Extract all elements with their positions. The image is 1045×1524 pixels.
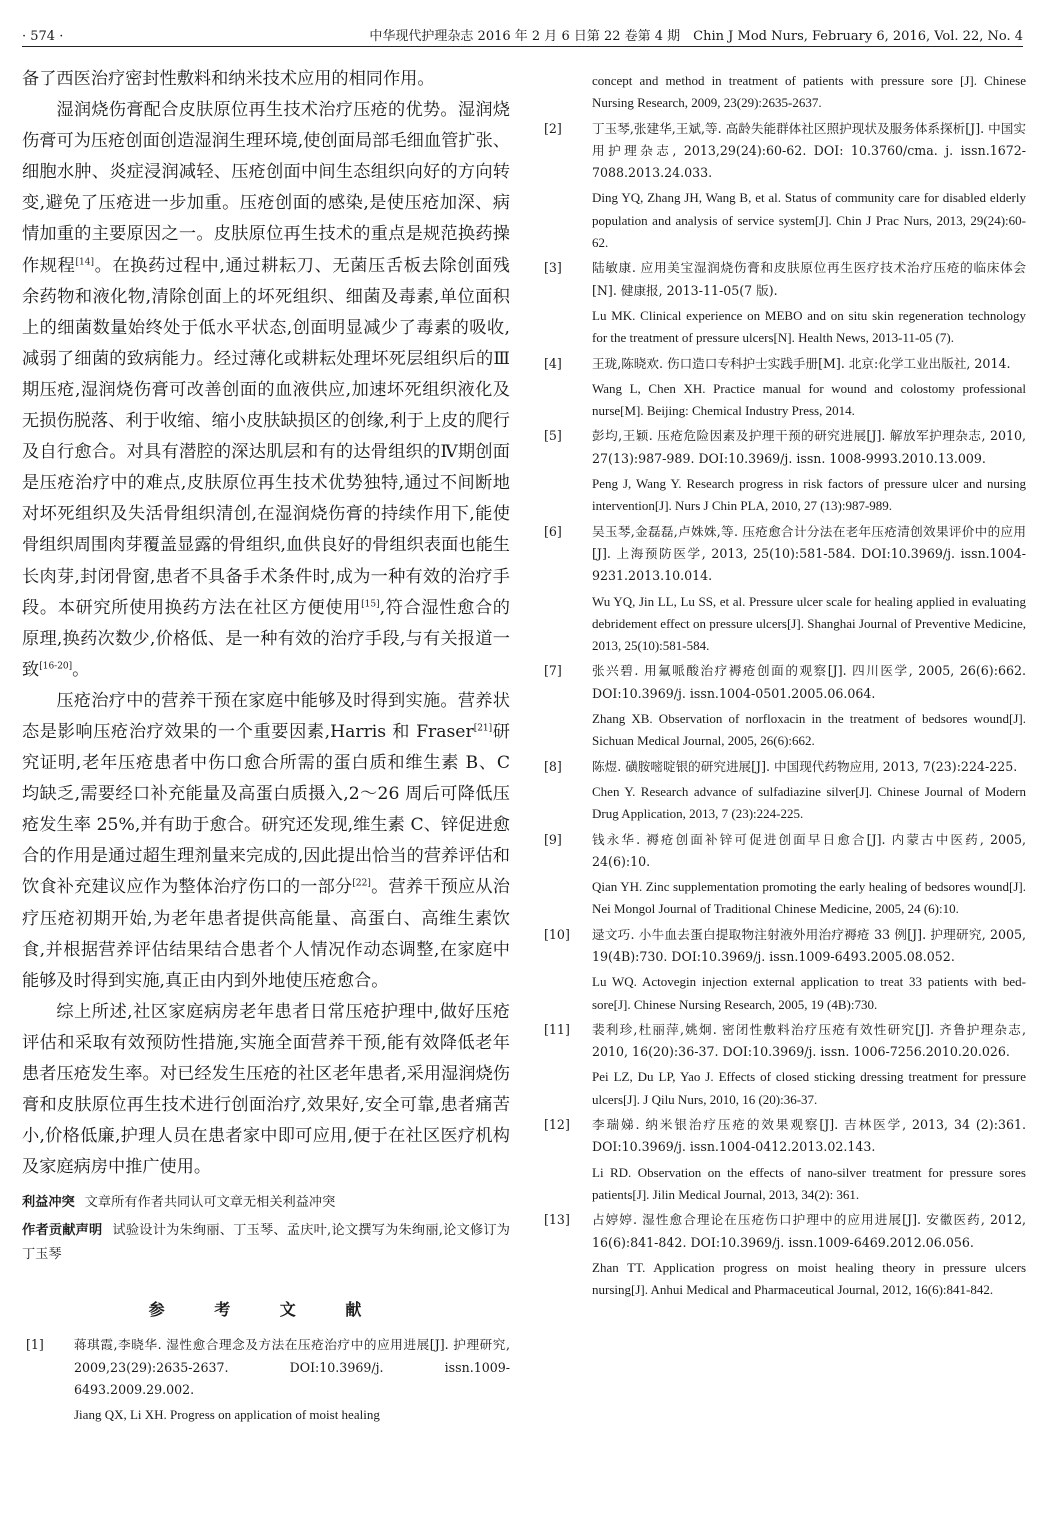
conflict-label: 利益冲突: [22, 1195, 75, 1211]
reference-item: [540, 257, 1026, 349]
body-text: [22, 64, 510, 1183]
reference-en: Peng J, Wang Y. Research progress in risk factors of pressure ulcer and nursing intervention[J]. Nurs J Chin PLA, 2010, 27 (13):987-989.: [592, 476, 1026, 514]
reference-zh: 王珑,陈晓欢. 伤口造口专科护士实践手册[M]. 北京:化学工业出版社, 2014.: [592, 355, 1011, 371]
paragraph-text: 备了西医治疗密封性敷料和纳米技术应用的相同作用。: [22, 69, 435, 89]
reference-item: [540, 660, 1026, 752]
paragraph-text: 研究证明,老年压疮患者中伤口愈合所需的蛋白质和维生素 B、C 均缺乏,需要经口补充能量及高蛋白质摄入,2～26 周后可降低压疮发生率 25%,并有助于愈合。研究还发现,维生素 C、锌促进愈合的作用是通过超生理剂量来完成的,因此提出恰当的营养评估和饮食补充建议应作为整体治疗伤口的一部分: [22, 721, 510, 898]
conflict-text: 文章所有作者共同认可文章无相关利益冲突: [84, 1195, 336, 1211]
reference-en: Ding YQ, Zhang JH, Wang B, et al. Status of community care for disabled elderly population and analysis of service system[J]. Chin J Prac Nurs, 2013, 29(24):60-62.: [592, 190, 1026, 251]
conflict-statement: [22, 1191, 510, 1215]
reference-en: Wang L, Chen XH. Practice manual for wound and colostomy professional nurse[M]. Beijing: Chemical Industry Press, 2014.: [592, 380, 1026, 419]
reference-en: Pei LZ, Du LP, Yao J. Effects of closed sticking dressing treatment for pressure ulcers[J]. J Qilu Nurs, 2010, 16 (20):36-37.: [592, 1069, 1026, 1107]
reference-en: Chen Y. Research advance of sulfadiazine silver[J]. Chinese Journal of Modern Drug Application, 2013, 7 (23):224-225.: [592, 783, 1026, 822]
paragraph-text: ,符合湿性愈合的原理,换药次数少,价格低、是一种有效的治疗手段,与有关报道一致: [22, 597, 510, 680]
reference-zh: 丁玉琴,张建华,王斌,等. 高龄失能群体社区照护现状及服务体系探析[J]. 中国实用护理杂志, 2013,29(24):60-62. DOI: 10.3760/cma. j. issn.1672-7088.2013.24.033.: [592, 120, 1026, 181]
reference-zh: 吴玉琴,金磊磊,卢姝姝,等. 压疮愈合计分法在老年压疮清创效果评价中的应用[J]. 上海预防医学, 2013, 25(10):581-584. DOI:10.3969/j. issn.1004-9231.2013.10.014.: [592, 523, 1026, 584]
reference-number: [4]: [544, 355, 562, 371]
citation-marker: [22]: [352, 878, 371, 889]
right-column: [540, 70, 1026, 1304]
reference-en: Zhang XB. Observation of norfloxacin in the treatment of bedsores wound[J]. Sichuan Medical Journal, 2005, 26(6):662.: [592, 711, 1026, 749]
citation-marker: [15]: [361, 598, 380, 609]
running-header: [22, 18, 1023, 44]
body-paragraph: [22, 997, 510, 1184]
reference-list: [540, 118, 1026, 1302]
reference-zh: 张兴碧. 用氟哌酸治疗褥疮创面的观察[J]. 四川医学, 2005, 26(6):662. DOI:10.3969/j. issn.1004-0501.2005.06.064.: [592, 663, 1026, 701]
page-number: · 574 ·: [22, 29, 64, 44]
reference-item: [540, 425, 1026, 517]
reference-item: [540, 756, 1026, 826]
reference-item: [540, 829, 1026, 921]
paragraph-text: 。: [72, 659, 90, 680]
reference-number: [2]: [544, 120, 562, 136]
reference-number: [1]: [26, 1337, 44, 1353]
reference-item: [540, 1114, 1026, 1206]
body-paragraph: [22, 95, 510, 686]
header-rule: [22, 46, 1023, 47]
reference-item: [540, 353, 1026, 423]
reference-item: [540, 1209, 1026, 1301]
contribution-text: 试验设计为朱绚丽、丁玉琴、孟庆叶,论文撰写为朱绚丽,论文修订为丁玉琴: [22, 1223, 510, 1263]
reference-zh: 陈煜. 磺胺嘧啶银的研究进展[J]. 中国现代药物应用, 2013, 7(23):224-225.: [592, 758, 1018, 774]
reference-en: Zhan TT. Application progress on moist healing theory in pressure ulcers nursing[J]. Anhui Medical and Pharmaceutical Journal, 2012, 16(6):841-842.: [592, 1259, 1026, 1298]
paragraph-text: 。营养干预应从治疗压疮初期开始,为老年患者提供高能量、高蛋白、高维生素饮食,并根据营养评估结果结合患者个人情况作动态调整,在家庭中能够及时得到实施,真正由内到外地使压疮愈合。: [22, 877, 510, 991]
reference-number: [9]: [544, 831, 562, 847]
body-paragraph: [22, 686, 510, 997]
reference-zh: 占婷婷. 湿性愈合理论在压疮伤口护理中的应用进展[J]. 安徽医药, 2012, 16(6):841-842. DOI:10.3969/j. issn.1009-6469.2012.06.056.: [592, 1212, 1026, 1250]
reference-zh: 李瑞娣. 纳米银治疗压疮的效果观察[J]. 吉林医学, 2013, 34 (2):361. DOI:10.3969/j. issn.1004-0412.2013.02.143.: [592, 1117, 1026, 1155]
reference-en: Wu YQ, Jin LL, Lu SS, et al. Pressure ulcer scale for healing applied in evaluating debridement effect on pressure ulcers[J]. Shanghai Journal of Preventive Medicine, 2013, 25(10):581-584.: [592, 593, 1026, 654]
reference-en: Lu MK. Clinical experience on MEBO and on situ skin regeneration technology for the treatment of pressure ulcers[N]. Health News, 2013-11-05 (7).: [592, 307, 1026, 346]
reference-zh: 逯文巧. 小牛血去蛋白提取物注射液外用治疗褥疮 33 例[J]. 护理研究, 2005, 19(4B):730. DOI:10.3969/j. issn.1009-6493.2005.08.052.: [592, 926, 1026, 964]
reference-zh: 彭均,王颖. 压疮危险因素及护理干预的研究进展[J]. 解放军护理杂志, 2010, 27(13):987-989. DOI:10.3969/j. issn. 1008-9993.2010.13.009.: [592, 428, 1026, 466]
paragraph-text: 综上所述,社区家庭病房老年患者日常压疮护理中,做好压疮评估和采取有效预防性措施,实施全面营养干预,能有效降低老年患者压疮发生率。对已经发生压疮的社区老年患者,采用湿润烧伤膏和皮肤原位再生技术进行创面治疗,效果好,安全可靠,患者痛苦小,价格低廉,护理人员在患者家中即可应用,便于在社区医疗机构及家庭病房中推广使用。: [22, 1001, 510, 1178]
paragraph-text: 。在换药过程中,通过耕耘刀、无菌压舌板去除创面残余药物和液化物,清除创面上的坏死组织、细菌及毒素,单位面积上的细菌数量始终处于低水平状态,创面明显减少了毒素的吸收,减弱了细菌的致病能力。经过薄化或耕耘处理坏死层组织后的Ⅲ期压疮,湿润烧伤膏可改善创面的血液供应,加速坏死组织液化及无损伤脱落、利于收缩、缩小皮肤缺损区的创缘,利于上皮的爬行及自行愈合。对具有潜腔的深达肌层和有的达骨组织的Ⅳ期创面是压疮治疗中的难点,皮肤原位再生技术优势独特,通过不间断地对坏死组织及失活骨组织清创,在湿润烧伤膏的持续作用下,能使骨组织周围肉芽覆盖显露的骨组织,血供良好的骨组织表面也能生长肉芽,封闭骨窗,患者不具备手术条件时,成为一种有效的治疗手段。本研究所使用换药方法在社区方便使用: [22, 255, 510, 618]
reference-item: [540, 924, 1026, 1016]
reference-number: [13]: [544, 1212, 570, 1228]
reference-zh: 陆敏康. 应用美宝湿润烧伤膏和皮肤原位再生医疗技术治疗压疮的临床体会[N]. 健康报, 2013-11-05(7 版).: [592, 260, 1026, 298]
reference-number: [11]: [544, 1021, 570, 1037]
references-heading: 参 考 文 献: [148, 1300, 384, 1320]
reference-item: [540, 1019, 1026, 1111]
paragraph-text: 湿润烧伤膏配合皮肤原位再生技术治疗压疮的优势。湿润烧伤膏可为压疮创面创造湿润生理环境,使创面局部毛细血管扩张、细胞水肿、炎症浸润减轻、压疮创面中间生态组织向好的方向转变,避免了压疮进一步加重。压疮创面的感染,是使压疮加深、病情加重的主要原因之一。皮肤原位再生技术的重点是规范换药操作规程: [22, 100, 510, 276]
reference-item: [22, 1334, 510, 1426]
citation-marker: [21]: [473, 723, 493, 734]
paragraph-text: 压疮治疗中的营养干预在家庭中能够及时得到实施。营养状态是影响压疮治疗效果的一个重要因素,Harris 和 Fraser: [22, 690, 510, 742]
reference-zh: 蒋琪霞,李晓华. 湿性愈合理念及方法在压疮治疗中的应用进展[J]. 护理研究, 2009,23(29):2635-2637. DOI:10.3969/j. issn.1009-6493.2009.29.002.: [74, 1337, 510, 1397]
reference-number: [8]: [544, 758, 562, 774]
reference-en: Lu WQ. Actovegin injection external application to treat 33 patients with bed-sore[J]. Chinese Nursing Research, 2005, 19 (4B):730.: [592, 974, 1026, 1012]
reference-continuation: concept and method in treatment of patients with pressure sore [J]. Chinese Nursing Research, 2009, 23(29):2635-2637.: [592, 73, 1026, 111]
reference-zh: 钱永华. 褥疮创面补锌可促进创面早日愈合[J]. 内蒙古中医药, 2005, 24(6):10.: [592, 831, 1026, 869]
reference-number: [6]: [544, 523, 562, 539]
reference-en: Qian YH. Zinc supplementation promoting the early healing of bedsores wound[J]. Nei Mongol Journal of Traditional Chinese Medicine, 2005, 24 (6):10.: [592, 879, 1026, 917]
reference-en: Jiang QX, Li XH. Progress on application of moist healing: [74, 1407, 380, 1423]
journal-citation-line: 中华现代护理杂志 2016 年 2 月 6 日第 22 卷第 4 期 Chin J Mod Nurs, February 6, 2016, Vol. 22, No. 4: [369, 29, 1023, 44]
contribution-label: 作者贡献声明: [22, 1223, 103, 1239]
reference-number: [12]: [544, 1117, 570, 1133]
reference-zh: 裴利珍,杜丽萍,姚炯. 密闭性敷料治疗压疮有效性研究[J]. 齐鲁护理杂志, 2010, 16(20):36-37. DOI:10.3969/j. issn. 1006-7256.2010.20.026.: [592, 1021, 1026, 1060]
reference-number: [10]: [544, 926, 570, 942]
citation-marker: [16-20]: [39, 661, 73, 672]
reference-number: [7]: [544, 663, 562, 679]
reference-item: [540, 118, 1026, 255]
reference-item: [540, 521, 1026, 658]
citation-marker: [14]: [75, 256, 94, 267]
body-paragraph: [22, 64, 510, 95]
contribution-statement: [22, 1219, 510, 1267]
reference-number: [5]: [544, 428, 562, 444]
reference-number: [3]: [544, 260, 562, 276]
reference-en: Li RD. Observation on the effects of nano-silver treatment for pressure sores patients[J]. Jilin Medical Journal, 2013, 34(2): 361.: [592, 1164, 1026, 1202]
left-column: [22, 64, 510, 1430]
